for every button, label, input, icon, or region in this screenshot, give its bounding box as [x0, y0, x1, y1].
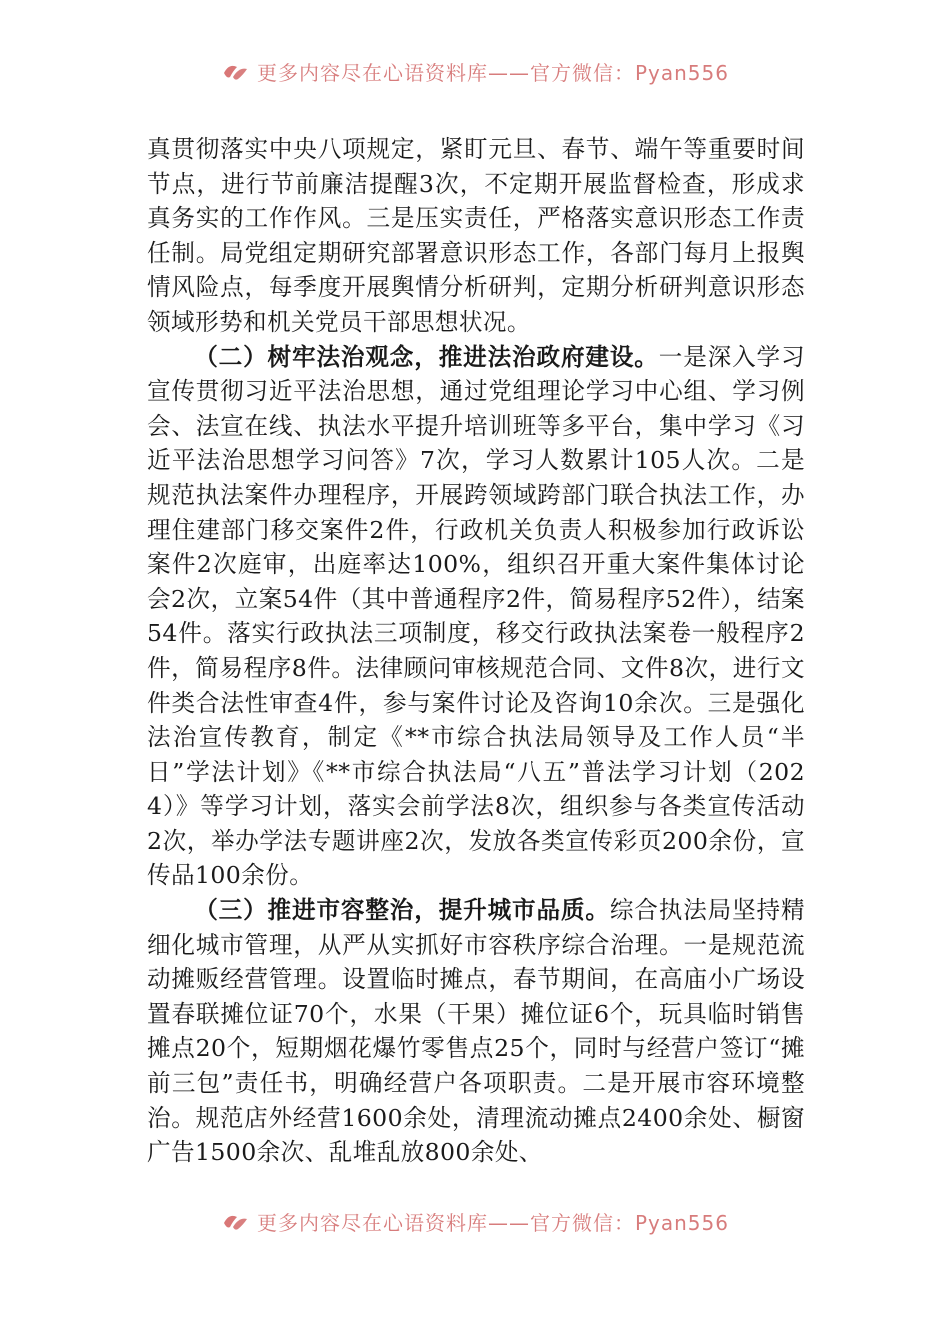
- paragraph-3-body: 综合执法局坚持精细化城市管理，从严从实抓好市容秩序综合治理。一是规范流动摊贩经营管理。设置临时摊点，春节期间，在高庙小广场设置春联摊位证70个，水果（干果）摊位证6个，玩具临时销售摊点20个，短期烟花爆竹零售点25个，同时与经营户签订“摊前三包”责任书，明确经营户各项职责。二是开展市容环境整治。规范店外经营1600余处，清理流动摊点2400余处、橱窗广告1500余次、乱堆乱放800余处、: [147, 896, 805, 1167]
- section-heading-3: （三）推进市容整治，提升城市品质。: [194, 896, 610, 925]
- document-body: [147, 132, 805, 1170]
- watermark-text: 更多内容尽在心语资料库——官方微信：Pyan556: [256, 1210, 729, 1235]
- watermark-banner-top: [0, 56, 950, 86]
- watermark-banner-bottom: [0, 1206, 950, 1236]
- section-heading-2: （二）树牢法治观念，推进法治政府建设。: [194, 342, 659, 371]
- paragraph-3: [147, 893, 805, 1170]
- watermark-text: 更多内容尽在心语资料库——官方微信：Pyan556: [256, 60, 729, 85]
- logo-icon: [221, 1209, 249, 1233]
- paragraph-1: [147, 132, 805, 340]
- paragraph-1-body: 真贯彻落实中央八项规定，紧盯元旦、春节、端午等重要时间节点，进行节前廉洁提醒3次，不定期开展监督检查，形成求真务实的工作作风。三是压实责任，严格落实意识形态工作责任制。局党组定期研究部署意识形态工作，各部门每月上报舆情风险点，每季度开展舆情分析研判，定期分析研判意识形态领域形势和机关党员干部思想状况。: [147, 135, 805, 336]
- paragraph-2-body: 一是深入学习宣传贯彻习近平法治思想，通过党组理论学习中心组、学习例会、法宣在线、执法水平提升培训班等多平台，集中学习《习近平法治思想学习问答》7次，学习人数累计105人次。二是规范执法案件办理程序，开展跨领域跨部门联合执法工作，办理住建部门移交案件2件，行政机关负责人积极参加行政诉讼案件2次庭审，出庭率达100%，组织召开重大案件集体讨论会2次，立案54件（其中普通程序2件，简易程序52件），结案54件。落实行政执法三项制度，移交行政执法案卷一般程序2件，简易程序8件。法律顾问审核规范合同、文件8次，进行文件类合法性审查4件，参与案件讨论及咨询10余次。三是强化法治宣传教育，制定《**市综合执法局领导及工作人员“半日”学法计划》《**市综合执法局“八五”普法学习计划（2024）》等学习计划，落实会前学法8次，组织参与各类宣传活动2次，举办学法专题讲座2次，发放各类宣传彩页200余份，宣传品100余份。: [147, 342, 805, 890]
- paragraph-2: [147, 340, 805, 894]
- logo-icon: [221, 59, 249, 83]
